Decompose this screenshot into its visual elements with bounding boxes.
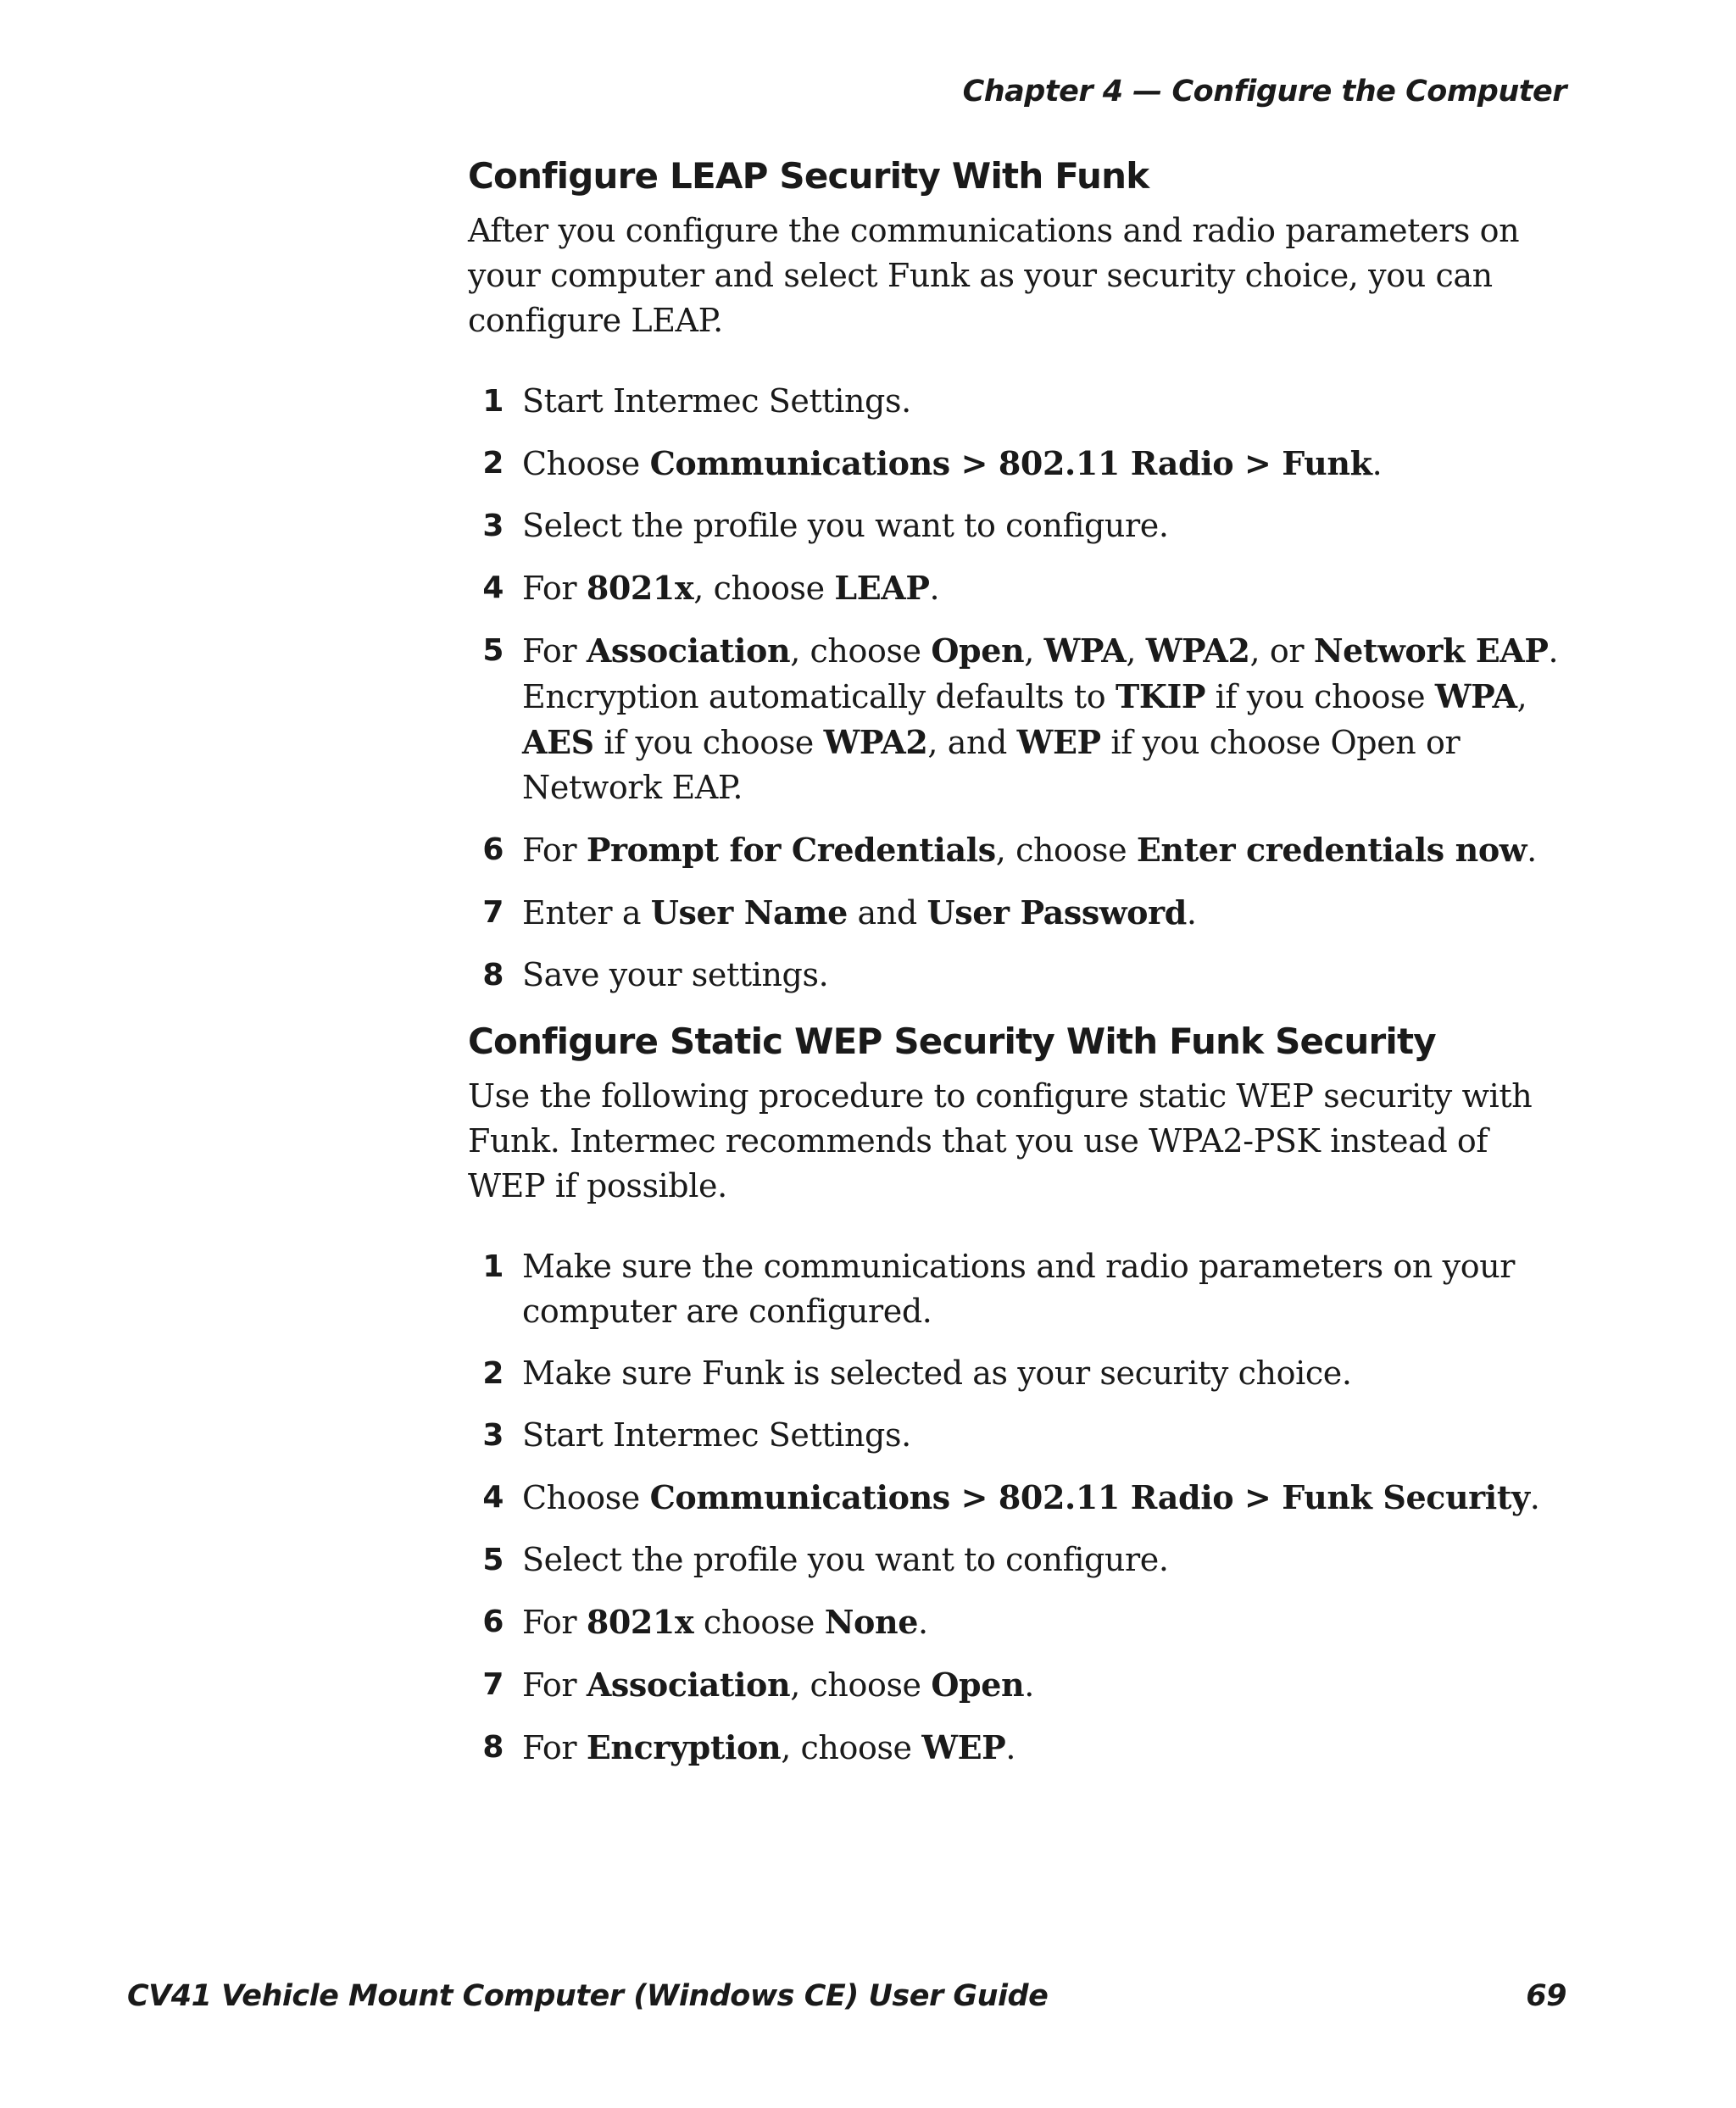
- step-ui-term: WEP: [921, 1728, 1006, 1766]
- step-ui-term: User Name: [650, 893, 848, 932]
- step-text-run: Make sure Funk is selected as your security choice.: [522, 1354, 1352, 1392]
- footer-guide-title: CV41 Vehicle Mount Computer (Windows CE) User Guide: [127, 1979, 1049, 2013]
- step-text-run: .: [1529, 1479, 1540, 1516]
- step-text-run: if you choose: [593, 724, 824, 761]
- step-item: [468, 628, 1566, 810]
- step-ui-term: None: [824, 1603, 918, 1641]
- step-item: [468, 1725, 1566, 1771]
- step-text-run: ,: [1126, 632, 1146, 670]
- step-text-run: Select the profile you want to configure.: [522, 1541, 1169, 1578]
- step-text-run: .: [1024, 1666, 1034, 1704]
- step-number: 4: [482, 1480, 504, 1515]
- step-text: [522, 507, 1169, 544]
- step-item: [468, 379, 1566, 424]
- step-ui-term: Association: [586, 1666, 791, 1704]
- step-text-run: , choose: [781, 1729, 922, 1766]
- step-text-run: For: [522, 632, 587, 670]
- step-text: [522, 445, 1382, 482]
- section-intro: Use the following procedure to configure static WEP security with Funk. Intermec recommends that you use WPA2-PSK instead of WEP if possible.: [468, 1077, 1533, 1204]
- step-text: [522, 1666, 1034, 1704]
- section-heading: Configure Static WEP Security With Funk Security: [468, 1021, 1436, 1062]
- step-number: 6: [482, 832, 504, 867]
- step-text: [522, 832, 1537, 869]
- step-item: [468, 953, 1566, 998]
- step-text-run: and: [847, 894, 927, 932]
- step-text-run: if you choose Open or Network EAP.: [522, 724, 1461, 806]
- running-header: Chapter 4 — Configure the Computer: [962, 75, 1566, 108]
- step-text-run: , or: [1249, 632, 1314, 670]
- step-number: 8: [482, 958, 504, 993]
- step-text-run: For: [522, 1666, 587, 1704]
- step-ui-term: TKIP: [1115, 677, 1205, 715]
- step-text-run: Select the profile you want to configure.: [522, 507, 1169, 544]
- step-item: [468, 890, 1566, 936]
- page-number: 69: [1526, 1979, 1566, 2013]
- step-item: [468, 1351, 1566, 1396]
- step-number: 5: [482, 1543, 504, 1577]
- step-text-run: .: [1527, 832, 1537, 869]
- step-text: [522, 1248, 1515, 1330]
- step-number: 8: [482, 1730, 504, 1765]
- step-item: [468, 1475, 1566, 1521]
- step-text: [522, 894, 1197, 932]
- step-text-run: .: [1372, 445, 1383, 482]
- step-ui-term: WEP: [1016, 723, 1101, 761]
- step-text-run: Make sure the communications and radio parameters on your computer are configured.: [522, 1248, 1516, 1330]
- step-number: 1: [482, 384, 504, 419]
- step-ui-term: WPA2: [823, 723, 928, 761]
- step-ui-term: 8021x: [586, 1603, 694, 1641]
- step-text: [522, 1729, 1015, 1766]
- running-footer: [127, 1979, 1566, 2013]
- step-text-run: ,: [1516, 678, 1527, 715]
- step-ui-term: User Password: [926, 893, 1187, 932]
- step-text-run: .: [918, 1604, 928, 1641]
- step-text-run: .: [1005, 1729, 1016, 1766]
- step-text-run: Start Intermec Settings.: [522, 382, 911, 420]
- section-leap: [468, 151, 1566, 998]
- section-heading: Configure LEAP Security With Funk: [468, 155, 1149, 197]
- page-content: [468, 151, 1566, 1788]
- step-text-run: Start Intermec Settings.: [522, 1416, 911, 1454]
- step-ui-term: Encryption: [586, 1728, 782, 1766]
- step-text-run: For: [522, 1604, 587, 1641]
- step-text-run: ,: [1024, 632, 1044, 670]
- step-list: [468, 1244, 1566, 1771]
- step-text-run: .: [1186, 894, 1197, 932]
- step-number: 3: [482, 1418, 504, 1453]
- step-list: [468, 379, 1566, 998]
- step-text-run: Save your settings.: [522, 956, 829, 993]
- step-text-run: , and: [927, 724, 1017, 761]
- step-ui-term: LEAP: [834, 569, 930, 607]
- step-text: [522, 956, 828, 993]
- step-item: [468, 1413, 1566, 1458]
- step-ui-term: WPA2: [1145, 631, 1250, 670]
- step-text-run: Enter a: [522, 894, 651, 932]
- step-number: 2: [482, 446, 504, 481]
- step-text: [522, 1354, 1352, 1392]
- step-ui-term: Enter credentials now: [1136, 831, 1527, 869]
- step-ui-term: 8021x: [586, 569, 694, 607]
- step-text: [522, 1604, 928, 1641]
- step-number: 1: [482, 1249, 504, 1284]
- step-number: 7: [482, 895, 504, 930]
- step-number: 3: [482, 509, 504, 543]
- step-ui-term: Network EAP: [1313, 631, 1549, 670]
- step-text: [522, 1416, 911, 1454]
- step-text: [522, 382, 911, 420]
- step-item: [468, 1662, 1566, 1708]
- step-text-run: For: [522, 1729, 587, 1766]
- step-text-run: choose: [693, 1604, 825, 1641]
- step-text-run: Choose: [522, 1479, 650, 1516]
- step-ui-term: Association: [586, 631, 791, 670]
- step-text: [522, 1479, 1539, 1516]
- section-intro: After you configure the communications and radio parameters on your computer and select Funk as your security choice, you can configure LEAP.: [468, 212, 1520, 339]
- step-item: [468, 565, 1566, 611]
- step-ui-term: WPA: [1043, 631, 1127, 670]
- step-text-run: , choose: [790, 632, 932, 670]
- step-item: [468, 503, 1566, 548]
- step-item: [468, 1244, 1566, 1334]
- step-ui-term: Open: [931, 1666, 1025, 1704]
- step-text-run: if you choose: [1205, 678, 1435, 715]
- step-item: [468, 827, 1566, 873]
- step-item: [468, 441, 1566, 487]
- step-number: 6: [482, 1605, 504, 1639]
- step-text: [522, 1541, 1169, 1578]
- step-number: 4: [482, 570, 504, 605]
- step-text-run: For: [522, 570, 587, 607]
- step-text-run: , choose: [995, 832, 1137, 869]
- step-text-run: .: [929, 570, 940, 607]
- step-item: [468, 1599, 1566, 1645]
- step-text-run: Choose: [522, 445, 650, 482]
- step-text: [522, 632, 1558, 806]
- step-text: [522, 570, 939, 607]
- step-text-run: . Encryption automatically defaults to: [522, 632, 1559, 715]
- step-ui-term: WPA: [1434, 677, 1517, 715]
- step-text-run: For: [522, 832, 587, 869]
- step-ui-term: Prompt for Credentials: [586, 831, 996, 869]
- step-ui-term: Communications > 802.11 Radio > Funk: [649, 444, 1372, 482]
- step-ui-term: Communications > 802.11 Radio > Funk Security: [649, 1478, 1530, 1516]
- step-ui-term: AES: [522, 723, 594, 761]
- step-number: 2: [482, 1356, 504, 1391]
- step-ui-term: Open: [931, 631, 1025, 670]
- section-static-wep: [468, 1016, 1566, 1771]
- step-text-run: , choose: [693, 570, 835, 607]
- step-item: [468, 1538, 1566, 1582]
- step-number: 7: [482, 1667, 504, 1702]
- step-text-run: , choose: [790, 1666, 932, 1704]
- step-number: 5: [482, 633, 504, 668]
